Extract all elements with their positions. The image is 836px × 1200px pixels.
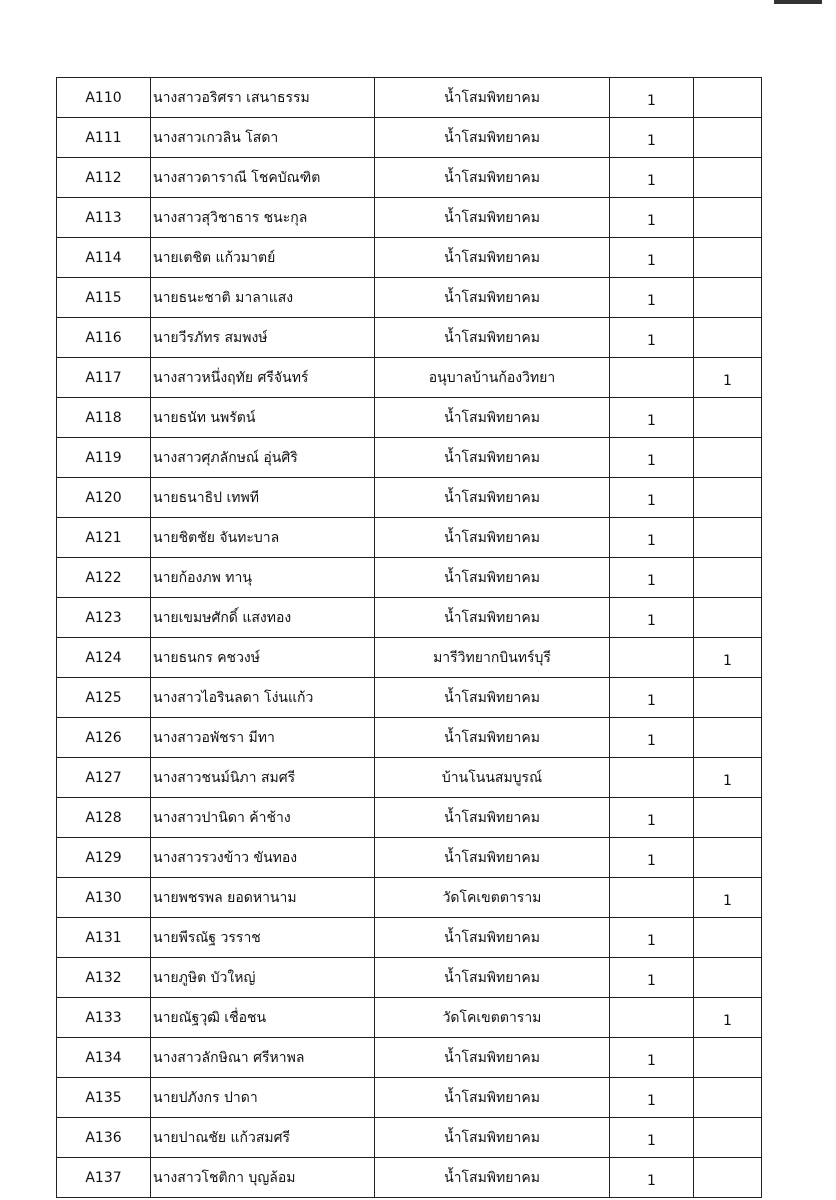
code-cell: A128	[57, 798, 151, 838]
code-cell: A115	[57, 278, 151, 318]
name-cell: นายณัฐวุฒิ เชื่อชน	[151, 998, 375, 1038]
school-cell: อนุบาลบ้านก้องวิทยา	[375, 358, 610, 398]
count-cell-2: 1	[694, 998, 762, 1038]
table-row	[57, 278, 762, 318]
table-row	[57, 158, 762, 198]
count-cell-1: 1	[610, 838, 694, 878]
count-cell-1: 1	[610, 118, 694, 158]
count-cell-2	[694, 798, 762, 838]
count-cell-2	[694, 478, 762, 518]
count-cell-2	[694, 398, 762, 438]
count-cell-1: 1	[610, 678, 694, 718]
code-cell: A113	[57, 198, 151, 238]
table-row	[57, 1118, 762, 1158]
name-cell: นายปาณชัย แก้วสมศรี	[151, 1118, 375, 1158]
school-cell: น้ำโสมพิทยาคม	[375, 1158, 610, 1198]
count-cell-2: 1	[694, 878, 762, 918]
name-cell: นายธนะชาติ มาลาแสง	[151, 278, 375, 318]
school-cell: น้ำโสมพิทยาคม	[375, 798, 610, 838]
school-cell: น้ำโสมพิทยาคม	[375, 598, 610, 638]
count-cell-2	[694, 278, 762, 318]
code-cell: A131	[57, 918, 151, 958]
name-cell: นายก้องภพ ทานุ	[151, 558, 375, 598]
code-cell: A132	[57, 958, 151, 998]
school-cell: น้ำโสมพิทยาคม	[375, 558, 610, 598]
name-cell: นายธนาธิป เทพที	[151, 478, 375, 518]
count-cell-2	[694, 518, 762, 558]
scan-edge-mark	[774, 0, 822, 4]
school-cell: น้ำโสมพิทยาคม	[375, 318, 610, 358]
count-cell-1: 1	[610, 798, 694, 838]
school-cell: น้ำโสมพิทยาคม	[375, 518, 610, 558]
name-cell: นางสาวเกวลิน โสดา	[151, 118, 375, 158]
registration-table	[56, 77, 762, 1198]
count-cell-1: 1	[610, 78, 694, 118]
table-row	[57, 358, 762, 398]
code-cell: A137	[57, 1158, 151, 1198]
count-cell-2	[694, 318, 762, 358]
table-body	[57, 78, 762, 1198]
code-cell: A110	[57, 78, 151, 118]
table-row	[57, 238, 762, 278]
table-row	[57, 958, 762, 998]
code-cell: A112	[57, 158, 151, 198]
school-cell: น้ำโสมพิทยาคม	[375, 838, 610, 878]
count-cell-2	[694, 918, 762, 958]
name-cell: นางสาวปานิดา ค้าช้าง	[151, 798, 375, 838]
count-cell-2	[694, 678, 762, 718]
table-row	[57, 118, 762, 158]
school-cell: น้ำโสมพิทยาคม	[375, 478, 610, 518]
school-cell: น้ำโสมพิทยาคม	[375, 198, 610, 238]
table-row	[57, 838, 762, 878]
count-cell-1: 1	[610, 918, 694, 958]
table-row	[57, 678, 762, 718]
school-cell: น้ำโสมพิทยาคม	[375, 1078, 610, 1118]
name-cell: นายชิตชัย จันทะบาล	[151, 518, 375, 558]
school-cell: วัดโคเขตตาราม	[375, 878, 610, 918]
name-cell: นายพีรณัฐ วรราช	[151, 918, 375, 958]
table-row	[57, 78, 762, 118]
code-cell: A120	[57, 478, 151, 518]
count-cell-1: 1	[610, 598, 694, 638]
school-cell: น้ำโสมพิทยาคม	[375, 398, 610, 438]
name-cell: นางสาวโชติกา บุญล้อม	[151, 1158, 375, 1198]
school-cell: วัดโคเขตตาราม	[375, 998, 610, 1038]
code-cell: A135	[57, 1078, 151, 1118]
school-cell: น้ำโสมพิทยาคม	[375, 958, 610, 998]
count-cell-1: 1	[610, 518, 694, 558]
count-cell-2	[694, 1118, 762, 1158]
name-cell: นางสาวลักษิณา ศรีหาพล	[151, 1038, 375, 1078]
count-cell-2	[694, 78, 762, 118]
count-cell-1: 1	[610, 1038, 694, 1078]
school-cell: น้ำโสมพิทยาคม	[375, 238, 610, 278]
name-cell: นางสาวรวงข้าว ขันทอง	[151, 838, 375, 878]
table-row	[57, 1038, 762, 1078]
school-cell: น้ำโสมพิทยาคม	[375, 1118, 610, 1158]
count-cell-2	[694, 198, 762, 238]
code-cell: A118	[57, 398, 151, 438]
count-cell-2	[694, 598, 762, 638]
count-cell-2	[694, 718, 762, 758]
count-cell-2	[694, 238, 762, 278]
name-cell: นางสาวไอรินลดา โง่นแก้ว	[151, 678, 375, 718]
school-cell: บ้านโนนสมบูรณ์	[375, 758, 610, 798]
table-row	[57, 398, 762, 438]
count-cell-1	[610, 878, 694, 918]
count-cell-1: 1	[610, 438, 694, 478]
school-cell: น้ำโสมพิทยาคม	[375, 438, 610, 478]
count-cell-2	[694, 118, 762, 158]
count-cell-2: 1	[694, 638, 762, 678]
school-cell: น้ำโสมพิทยาคม	[375, 678, 610, 718]
name-cell: นางสาวศุภลักษณ์ อุ่นศิริ	[151, 438, 375, 478]
code-cell: A111	[57, 118, 151, 158]
count-cell-2	[694, 438, 762, 478]
code-cell: A130	[57, 878, 151, 918]
count-cell-1: 1	[610, 1158, 694, 1198]
school-cell: มารีวิทยากบินทร์บุรี	[375, 638, 610, 678]
code-cell: A133	[57, 998, 151, 1038]
code-cell: A117	[57, 358, 151, 398]
count-cell-2	[694, 838, 762, 878]
name-cell: นายธนัท นพรัตน์	[151, 398, 375, 438]
count-cell-1: 1	[610, 958, 694, 998]
code-cell: A123	[57, 598, 151, 638]
school-cell: น้ำโสมพิทยาคม	[375, 118, 610, 158]
name-cell: นางสาวดาราณี โชคบัณฑิต	[151, 158, 375, 198]
table-row	[57, 798, 762, 838]
count-cell-1: 1	[610, 1078, 694, 1118]
school-cell: น้ำโสมพิทยาคม	[375, 918, 610, 958]
code-cell: A134	[57, 1038, 151, 1078]
table-row	[57, 1158, 762, 1198]
name-cell: นางสาวหนึ่งฤทัย ศรีจันทร์	[151, 358, 375, 398]
count-cell-1: 1	[610, 478, 694, 518]
count-cell-1: 1	[610, 398, 694, 438]
count-cell-1: 1	[610, 1118, 694, 1158]
name-cell: นายปภังกร ปาดา	[151, 1078, 375, 1118]
table-row	[57, 918, 762, 958]
count-cell-1: 1	[610, 318, 694, 358]
count-cell-1	[610, 998, 694, 1038]
code-cell: A119	[57, 438, 151, 478]
registration-table-container	[56, 77, 762, 1198]
table-row	[57, 758, 762, 798]
count-cell-1: 1	[610, 238, 694, 278]
code-cell: A127	[57, 758, 151, 798]
count-cell-1	[610, 758, 694, 798]
count-cell-1: 1	[610, 278, 694, 318]
school-cell: น้ำโสมพิทยาคม	[375, 158, 610, 198]
code-cell: A125	[57, 678, 151, 718]
code-cell: A121	[57, 518, 151, 558]
table-row	[57, 598, 762, 638]
table-row	[57, 318, 762, 358]
table-row	[57, 518, 762, 558]
name-cell: นายวีรภัทร สมพงษ์	[151, 318, 375, 358]
table-row	[57, 638, 762, 678]
code-cell: A116	[57, 318, 151, 358]
count-cell-2	[694, 558, 762, 598]
code-cell: A129	[57, 838, 151, 878]
count-cell-1	[610, 358, 694, 398]
count-cell-1: 1	[610, 158, 694, 198]
table-row	[57, 198, 762, 238]
count-cell-1	[610, 638, 694, 678]
school-cell: น้ำโสมพิทยาคม	[375, 1038, 610, 1078]
school-cell: น้ำโสมพิทยาคม	[375, 78, 610, 118]
name-cell: นางสาวสุวิชาธาร ชนะกุล	[151, 198, 375, 238]
code-cell: A136	[57, 1118, 151, 1158]
school-cell: น้ำโสมพิทยาคม	[375, 278, 610, 318]
name-cell: นายธนกร คชวงษ์	[151, 638, 375, 678]
count-cell-2: 1	[694, 358, 762, 398]
name-cell: นางสาวอพัชรา มีทา	[151, 718, 375, 758]
name-cell: นายภูษิต บัวใหญ่	[151, 958, 375, 998]
count-cell-2	[694, 1158, 762, 1198]
code-cell: A122	[57, 558, 151, 598]
count-cell-1: 1	[610, 718, 694, 758]
count-cell-2	[694, 158, 762, 198]
count-cell-2	[694, 1038, 762, 1078]
code-cell: A114	[57, 238, 151, 278]
table-row	[57, 718, 762, 758]
table-row	[57, 878, 762, 918]
table-row	[57, 558, 762, 598]
code-cell: A126	[57, 718, 151, 758]
table-row	[57, 478, 762, 518]
school-cell: น้ำโสมพิทยาคม	[375, 718, 610, 758]
table-row	[57, 438, 762, 478]
count-cell-2	[694, 958, 762, 998]
name-cell: นางสาวชนม์นิภา สมศรี	[151, 758, 375, 798]
name-cell: นายเตชิต แก้วมาตย์	[151, 238, 375, 278]
count-cell-1: 1	[610, 558, 694, 598]
table-row	[57, 1078, 762, 1118]
table-row	[57, 998, 762, 1038]
name-cell: นายพชรพล ยอดหานาม	[151, 878, 375, 918]
name-cell: นายเขมษศักดิ์ แสงทอง	[151, 598, 375, 638]
count-cell-2	[694, 1078, 762, 1118]
count-cell-1: 1	[610, 198, 694, 238]
count-cell-2: 1	[694, 758, 762, 798]
code-cell: A124	[57, 638, 151, 678]
name-cell: นางสาวอริศรา เสนาธรรม	[151, 78, 375, 118]
